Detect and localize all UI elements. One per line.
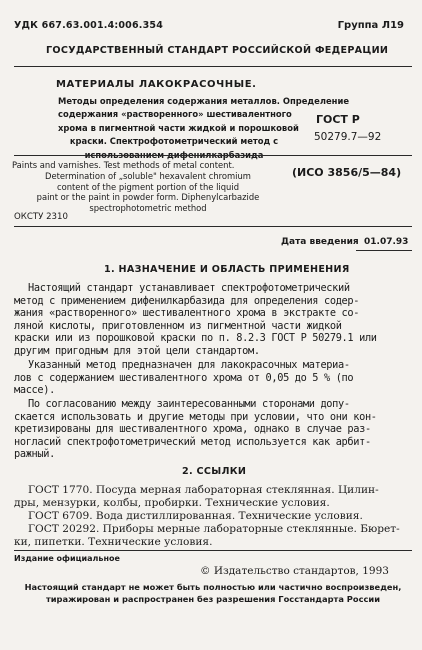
title-en-line: content of the pigment portion of the liquid [56,181,240,192]
title-en-line: Paints and varnishes. Test methods of metal content. [12,160,235,170]
reference-line: ГОСТ 20292. Приборы мерные лабораторные стеклянные. Бюрет- [28,523,400,535]
paragraph-line: Указанный метод предназначен для лакокрасочных материа- [28,359,350,371]
gost-label: ГОСТ Р [316,113,360,126]
paragraph-line: другим пригодным для этой цели стандартом. [14,344,260,357]
paragraph-line: ражный. [14,448,55,461]
reference-line: дры, мензурки, колбы, пробирки. Технические условия. [14,497,330,509]
gost-number: 50279.7—92 [314,131,382,143]
state-standard-heading: ГОСУДАРСТВЕННЫЙ СТАНДАРТ РОССИЙСКОЙ ФЕДЕРАЦИИ [46,45,389,56]
section-2-references [14,484,412,549]
paragraph-line: Настоящий стандарт устанавливает спектрофотометрический [28,282,350,294]
section-2-heading: 2. ССЫЛКИ [182,466,247,477]
copyright-notice: © Издательство стандартов, 1993 [200,565,389,577]
udk-code: УДК 667.63.001.4:006.354 [14,20,164,31]
notice-line: тиражирован и распространен без разрешения Госстандарта России [45,594,381,604]
footer-rule [14,550,412,551]
title-en-line: spectrophotometric method [89,203,207,214]
section-1-paragraph-2 [14,359,410,397]
notice-line: Настоящий стандарт не может быть полностью или частично воспроизведен, [24,582,402,592]
okstu-rule [14,226,412,227]
title-ru-line: Методы определения содержания металлов. Определение [58,96,350,106]
title-main: МАТЕРИАЛЫ ЛАКОКРАСОЧНЫЕ. [56,79,257,90]
header-rule-top [14,66,412,67]
effective-date-underline [356,250,412,251]
title-en-line: paint or the paint in powder form. Diphenylcarbazide [36,192,260,203]
title-rule-bottom [14,155,412,156]
paragraph-line: ногласий спектрофотометрический метод используется как арбит- [14,435,371,448]
reference-line: ГОСТ 6709. Вода дистиллированная. Технические условия. [28,510,363,522]
paragraph-line: ляной кислоты, приготовленном из пигментной части жидкой [14,319,342,332]
section-1-paragraph-3 [14,398,410,461]
title-ru-line: краски. Спектрофотометрический метод с [69,136,279,147]
title-en-line: Determination of „soluble" hexavalent chromium [45,170,251,181]
section-1-paragraph-1 [14,282,410,358]
reproduction-notice [14,581,412,605]
paragraph-line: кретизированы для шестивалентного хрома, однако в случае раз- [14,423,371,436]
paragraph-line: По согласованию между заинтересованными сторонами допу- [28,398,350,410]
paragraph-line: массе). [14,384,55,397]
paragraph-line: краски или из порошковой краски по п. 8.2.3 ГОСТ Р 50279.1 или [14,332,377,345]
paragraph-line: жания «растворенного» шестивалентного хрома в экстракте со- [14,307,360,320]
effective-date-label: Дата введения [281,237,359,247]
group-code: Группа Л19 [337,20,404,31]
paragraph-line: скается использовать и другие методы при условии, что они кон- [14,410,377,423]
section-1-heading: 1. НАЗНАЧЕНИЕ И ОБЛАСТЬ ПРИМЕНЕНИЯ [104,264,350,275]
title-ru-line: содержания «растворенного» шестивалентного [58,109,292,120]
title-ru-line: хрома в пигментной части жидкой и порошковой [58,122,299,133]
official-edition-label: Издание официальное [14,554,120,563]
reference-line: ГОСТ 1770. Посуда мерная лабораторная стеклянная. Цилин- [28,484,379,496]
okstu-code: ОКСТУ 2310 [14,212,68,222]
title-ru-line: использованием дифенилкарбазида [84,149,264,160]
title-english [12,160,284,214]
iso-reference: (ИСО 3856/5—84) [292,166,402,179]
paragraph-line: лов с содержанием шестивалентного хрома от 0,05 до 5 % (по [14,371,354,384]
effective-date-value: 01.07.93 [364,237,409,247]
reference-line: ки, пипетки. Технические условия. [14,536,213,548]
paragraph-line: метод с применением дифенилкарбазида для определения содер- [14,294,360,307]
